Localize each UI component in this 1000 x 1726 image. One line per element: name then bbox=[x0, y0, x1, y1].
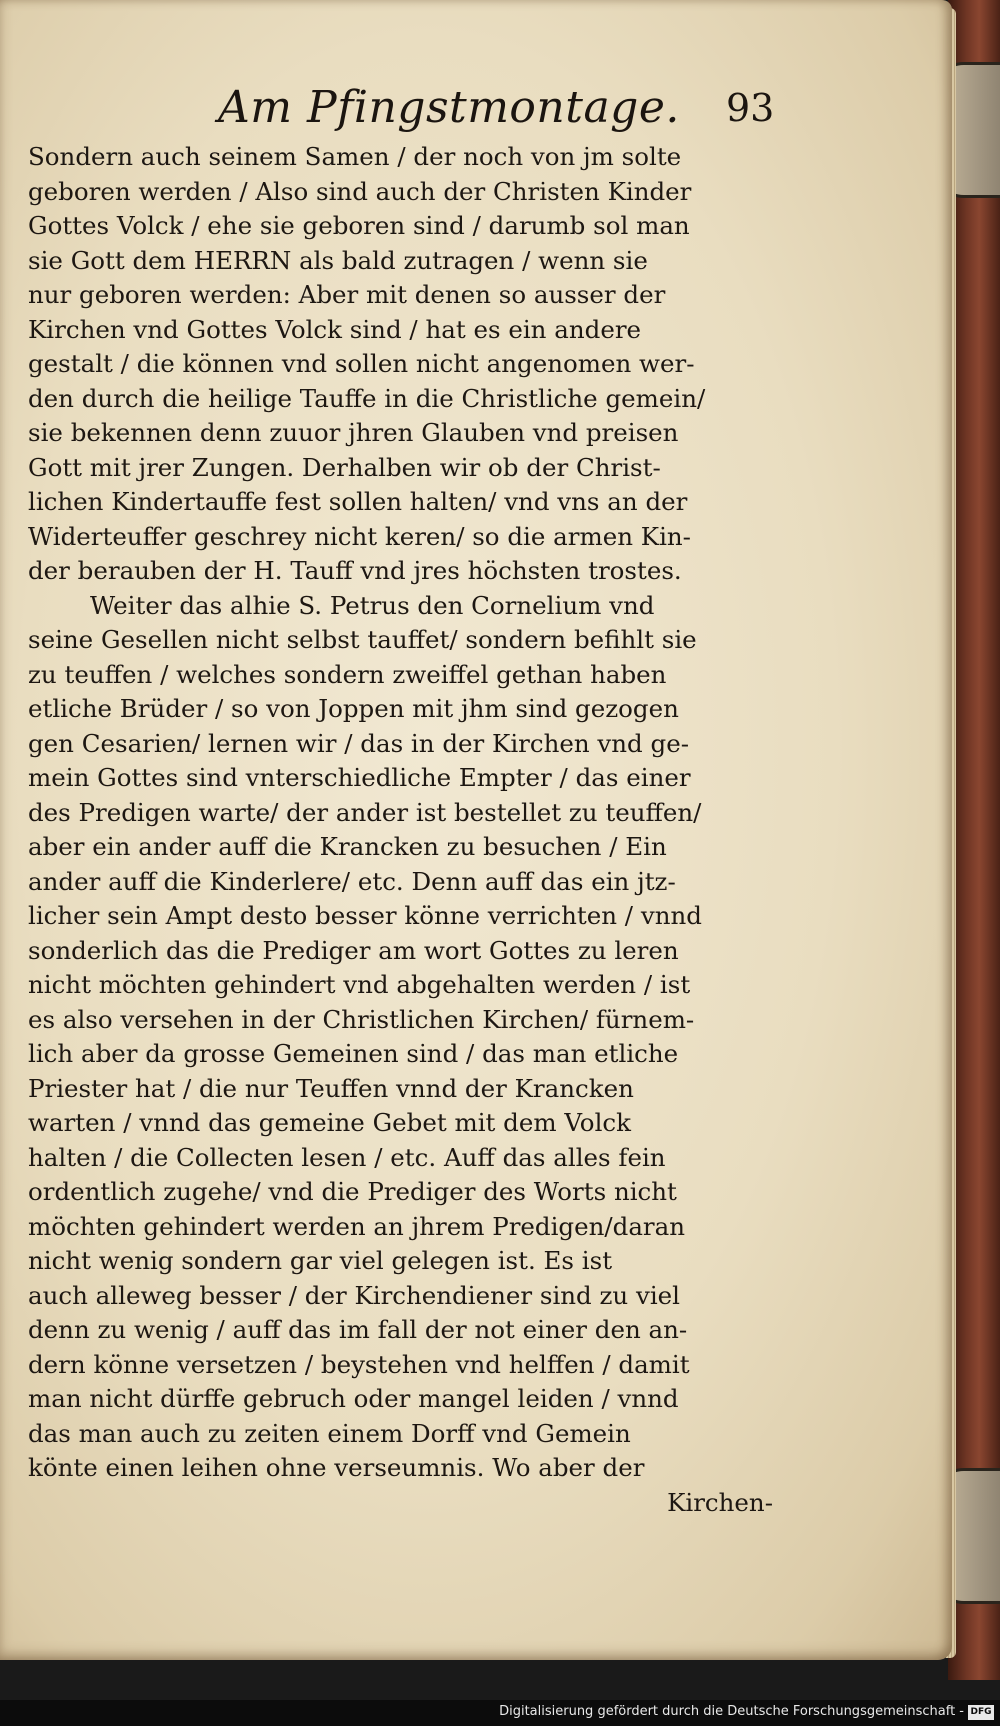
text-line: könte einen leihen ohne verseumnis. Wo aber der bbox=[28, 1453, 645, 1482]
text-line: sonderlich das die Prediger am wort Gottes zu leren bbox=[28, 935, 679, 965]
text-line: seine Gesellen nicht selbst tauffet/ sondern befihlt sie bbox=[28, 625, 697, 654]
text-line: ander auff die Kinderlere/ etc. Denn auff das ein jtz- bbox=[28, 866, 676, 896]
text-line: gestalt / die können vnd sollen nicht angenomen wer- bbox=[28, 349, 695, 378]
text-line: gen Cesarien/ lernen wir / das in der Kirchen vnd ge- bbox=[28, 728, 689, 758]
text-line: dern könne versetzen / beystehen vnd helffen / damit bbox=[28, 1349, 690, 1379]
text-line: aber ein ander auff die Krancken zu besuchen / Ein bbox=[28, 832, 667, 861]
text-line: Sondern auch seinem Samen / der noch von jm solte bbox=[28, 142, 682, 171]
text-line: den durch die heilige Tauffe in die Christliche gemein/ bbox=[28, 383, 706, 413]
text-line: sie bekennen denn zuuor jhren Glauben vnd preisen bbox=[28, 418, 679, 447]
text-line: Kirchen- bbox=[667, 1487, 773, 1517]
text-line: der berauben der H. Tauff vnd jres höchsten trostes. bbox=[28, 556, 682, 585]
text-line: mein Gottes sind vnterschiedliche Empter / das einer bbox=[28, 763, 691, 792]
text-line: warten / vnnd das gemeine Gebet mit dem Volck bbox=[28, 1108, 631, 1137]
text-line: geboren werden / Also sind auch der Christen Kinder bbox=[28, 176, 692, 206]
text-line: Kirchen vnd Gottes Volck sind / hat es ein andere bbox=[28, 314, 642, 344]
text-line: sie Gott dem HERRN als bald zutragen / wenn sie bbox=[28, 245, 648, 275]
text-line: nur geboren werden: Aber mit denen so ausser der bbox=[28, 280, 666, 309]
text-line: Gott mit jrer Zungen. Derhalben wir ob der Christ- bbox=[28, 452, 661, 482]
footer-credit: Digitalisierung gefördert durch die Deutsche Forschungsgemeinschaft - bbox=[499, 1704, 964, 1719]
text-line: auch alleweg besser / der Kirchendiener sind zu viel bbox=[28, 1280, 681, 1310]
dfg-logo: DFG bbox=[968, 1705, 994, 1720]
text-line: Widerteuffer geschrey nicht keren/ so die armen Kin- bbox=[28, 521, 691, 551]
text-line: des Predigen warte/ der ander ist bestellet zu teuffen/ bbox=[28, 797, 702, 827]
page-number: 93 bbox=[726, 86, 775, 130]
text-line: möchten gehindert werden an jhrem Predigen/daran bbox=[28, 1211, 686, 1241]
text-line: das man auch zu zeiten einem Dorff vnd Gemein bbox=[28, 1418, 631, 1448]
text-line: halten / die Collecten lesen / etc. Auff das alles fein bbox=[28, 1142, 666, 1172]
text-line: Weiter das alhie S. Petrus den Cornelium vnd bbox=[90, 590, 655, 620]
text-line: Priester hat / die nur Teuffen vnnd der Krancken bbox=[28, 1073, 634, 1103]
text-line: zu teuffen / welches sondern zweiffel gethan haben bbox=[28, 659, 667, 689]
text-block bbox=[28, 140, 773, 1520]
text-line: es also versehen in der Christlichen Kirchen/ fürnem- bbox=[28, 1004, 695, 1034]
text-line: nicht möchten gehindert vnd abgehalten werden / ist bbox=[28, 970, 691, 999]
text-line: etliche Brüder / so von Joppen mit jhm sind gezogen bbox=[28, 694, 679, 723]
text-line: Gottes Volck / ehe sie geboren sind / darumb sol man bbox=[28, 211, 690, 240]
text-line: denn zu wenig / auff das im fall der not einer den an- bbox=[28, 1315, 688, 1344]
text-line: man nicht dürffe gebruch oder mangel leiden / vnnd bbox=[28, 1384, 679, 1413]
running-title: Am Pfingstmontage. bbox=[218, 82, 680, 133]
text-line: lich aber da grosse Gemeinen sind / das man etliche bbox=[28, 1039, 679, 1068]
text-line: licher sein Ampt desto besser könne verrichten / vnnd bbox=[28, 901, 702, 930]
text-line: ordentlich zugehe/ vnd die Prediger des Worts nicht bbox=[28, 1177, 677, 1206]
text-line: lichen Kindertauffe fest sollen halten/ vnd vns an der bbox=[28, 487, 688, 516]
page-header bbox=[0, 82, 952, 142]
footer-bar bbox=[0, 1700, 1000, 1726]
text-line: nicht wenig sondern gar viel gelegen ist. Es ist bbox=[28, 1246, 613, 1275]
